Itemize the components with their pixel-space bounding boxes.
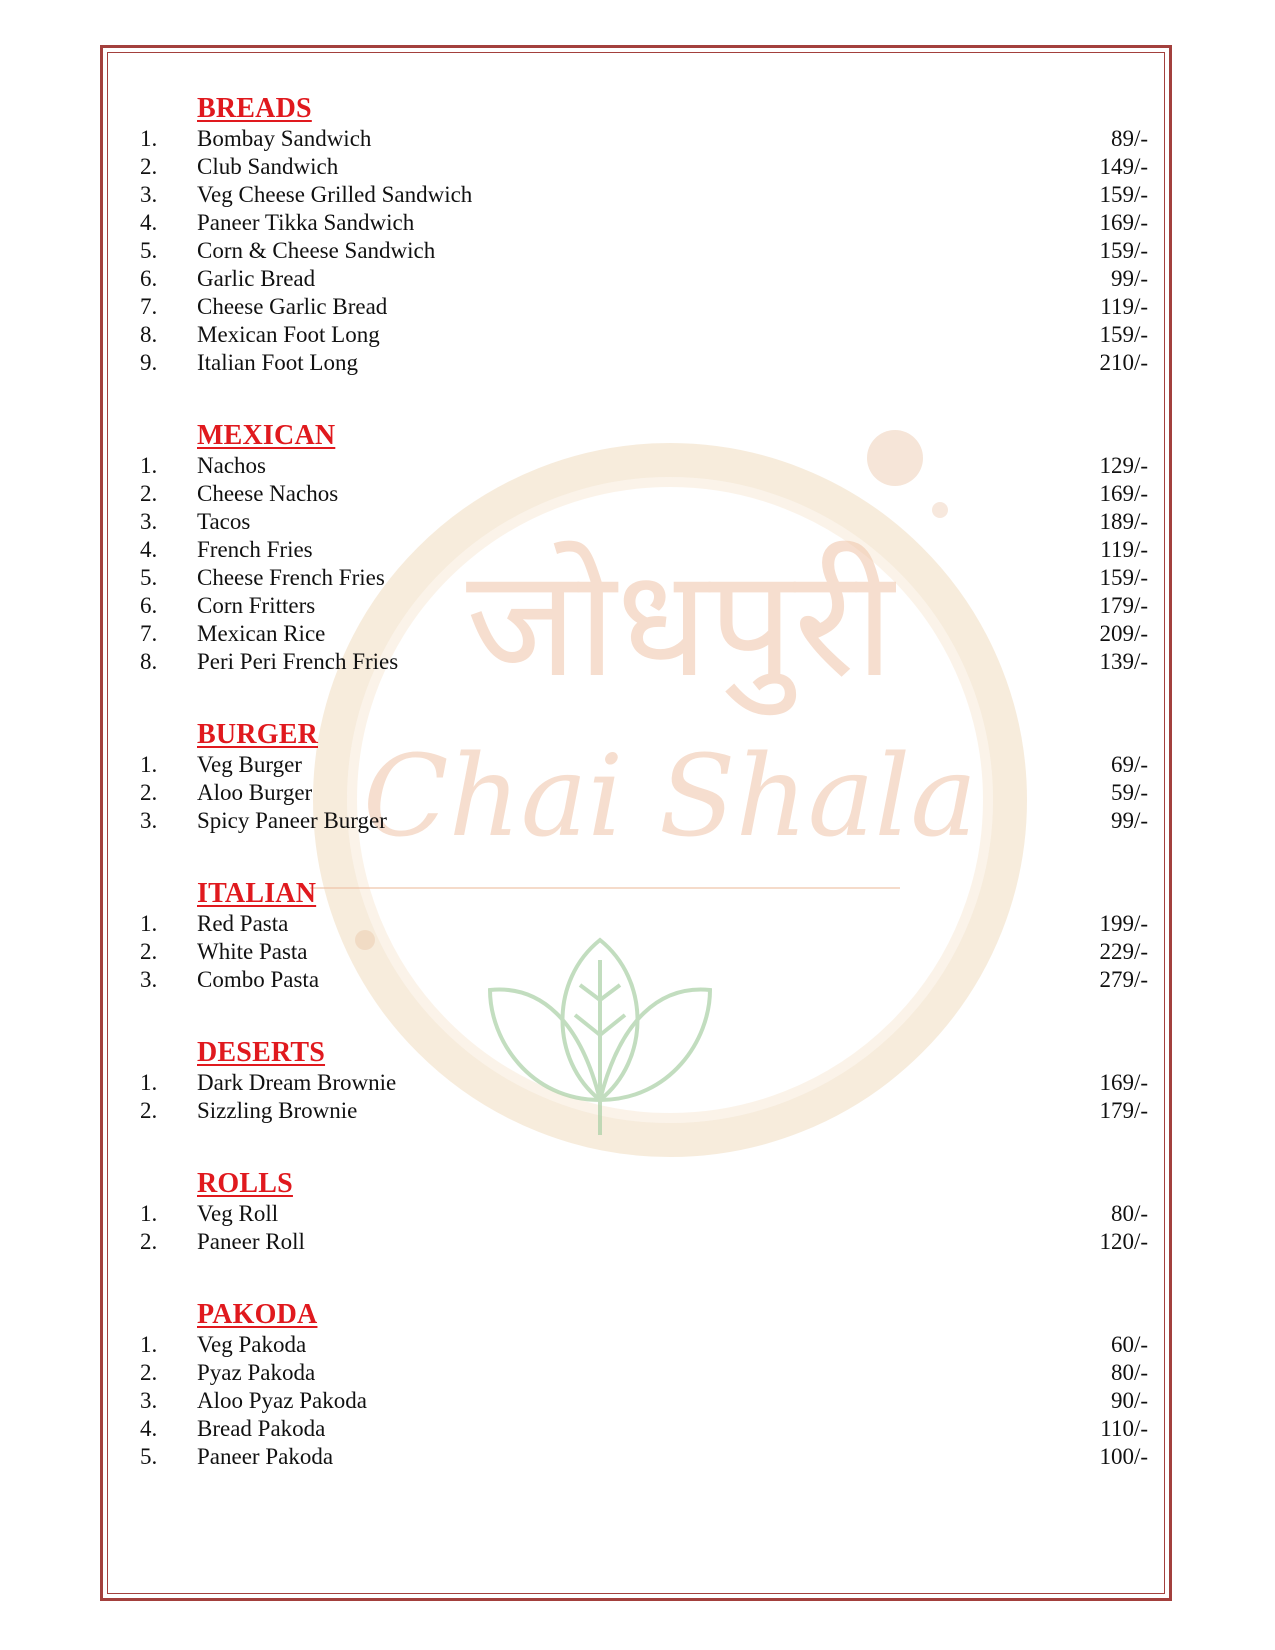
item-price: 149/-: [1099, 154, 1148, 179]
item-name: Club Sandwich: [197, 154, 339, 179]
section-title-mexican: MEXICAN: [197, 420, 336, 451]
item-name: Peri Peri French Fries: [197, 649, 399, 674]
item-number: 8.: [140, 649, 158, 674]
item-price: 179/-: [1099, 1098, 1148, 1123]
item-number: 4.: [140, 1416, 158, 1441]
menu-item: [0, 236, 1275, 265]
item-number: 1.: [140, 752, 158, 777]
item-price: 139/-: [1099, 649, 1148, 674]
section-title-italian: ITALIAN: [197, 878, 317, 909]
item-price: 110/-: [1100, 1416, 1148, 1441]
item-price: 179/-: [1099, 593, 1148, 618]
item-name: Corn Fritters: [197, 593, 316, 618]
menu-item: [0, 1442, 1275, 1471]
item-name: White Pasta: [197, 939, 308, 964]
menu-item: [0, 479, 1275, 508]
item-number: 6.: [140, 593, 158, 618]
menu-item: [0, 778, 1275, 807]
item-number: 8.: [140, 322, 158, 347]
menu-item: [0, 937, 1275, 966]
item-name: Paneer Pakoda: [197, 1444, 334, 1469]
menu-item: [0, 1199, 1275, 1228]
watermark-script-text: जोधपुरी: [466, 537, 894, 711]
menu-item: [0, 1068, 1275, 1097]
item-name: Sizzling Brownie: [197, 1098, 358, 1123]
item-price: 120/-: [1099, 1229, 1148, 1254]
item-number: 3.: [140, 509, 158, 534]
item-name: Aloo Pyaz Pakoda: [197, 1388, 367, 1413]
item-price: 80/-: [1110, 1360, 1148, 1385]
section-title-pakoda: PAKODA: [197, 1299, 318, 1330]
watermark-brand-text: Chai Shala: [362, 732, 978, 862]
item-price: 90/-: [1110, 1388, 1148, 1413]
item-name: Tacos: [197, 509, 251, 534]
item-number: 3.: [140, 1388, 158, 1413]
item-name: Veg Pakoda: [197, 1332, 307, 1357]
item-number: 1.: [140, 453, 158, 478]
item-price: 119/-: [1100, 537, 1148, 562]
item-price: 60/-: [1110, 1332, 1148, 1357]
item-number: 4.: [140, 537, 158, 562]
item-price: 159/-: [1099, 238, 1148, 263]
item-price: 99/-: [1110, 808, 1148, 833]
item-price: 80/-: [1110, 1201, 1148, 1226]
item-price: 119/-: [1100, 294, 1148, 319]
item-number: 5.: [140, 565, 158, 590]
menu-item: [0, 320, 1275, 349]
item-price: 99/-: [1110, 266, 1148, 291]
item-price: 69/-: [1110, 752, 1148, 777]
item-number: 7.: [140, 294, 158, 319]
item-name: Veg Burger: [197, 752, 302, 777]
item-number: 4.: [140, 210, 158, 235]
menu-item: [0, 563, 1275, 592]
menu-item: [0, 591, 1275, 620]
item-number: 2.: [140, 1098, 158, 1123]
item-price: 209/-: [1099, 621, 1148, 646]
item-name: Mexican Foot Long: [197, 322, 380, 347]
item-name: Aloo Burger: [197, 780, 313, 805]
item-name: Pyaz Pakoda: [197, 1360, 316, 1385]
item-number: 2.: [140, 939, 158, 964]
item-name: Cheese French Fries: [197, 565, 385, 590]
menu-item: [0, 124, 1275, 153]
item-price: 199/-: [1099, 911, 1148, 936]
menu-item: [0, 1386, 1275, 1415]
menu-item: [0, 152, 1275, 181]
item-name: French Fries: [197, 537, 313, 562]
menu-item: [0, 292, 1275, 321]
section-title-breads: BREADS: [197, 93, 312, 124]
menu-item: [0, 348, 1275, 377]
item-price: 159/-: [1099, 565, 1148, 590]
item-price: 169/-: [1099, 481, 1148, 506]
menu-item: [0, 1227, 1275, 1256]
item-price: 59/-: [1110, 780, 1148, 805]
item-price: 189/-: [1099, 509, 1148, 534]
item-price: 279/-: [1099, 967, 1148, 992]
item-name: Combo Pasta: [197, 967, 320, 992]
item-price: 169/-: [1099, 1070, 1148, 1095]
menu-item: [0, 1330, 1275, 1359]
menu-item: [0, 909, 1275, 938]
menu-item: [0, 180, 1275, 209]
menu-item: [0, 208, 1275, 237]
item-name: Cheese Nachos: [197, 481, 339, 506]
menu-item: [0, 965, 1275, 994]
item-name: Bombay Sandwich: [197, 126, 372, 151]
item-number: 9.: [140, 350, 158, 375]
item-price: 229/-: [1099, 939, 1148, 964]
item-number: 1.: [140, 911, 158, 936]
item-name: Garlic Bread: [197, 266, 316, 291]
item-name: Mexican Rice: [197, 621, 326, 646]
item-number: 5.: [140, 238, 158, 263]
item-name: Paneer Roll: [197, 1229, 305, 1254]
item-number: 7.: [140, 621, 158, 646]
item-name: Nachos: [197, 453, 266, 478]
item-name: Red Pasta: [197, 911, 289, 936]
item-number: 3.: [140, 182, 158, 207]
section-title-burger: BURGER: [197, 719, 318, 750]
item-name: Paneer Tikka Sandwich: [197, 210, 415, 235]
section-title-rolls: ROLLS: [197, 1168, 293, 1199]
item-name: Italian Foot Long: [197, 350, 358, 375]
item-name: Spicy Paneer Burger: [197, 808, 387, 833]
item-name: Veg Roll: [197, 1201, 279, 1226]
menu-item: [0, 619, 1275, 648]
menu-item: [0, 1096, 1275, 1125]
item-price: 129/-: [1099, 453, 1148, 478]
item-number: 1.: [140, 1070, 158, 1095]
section-title-deserts: DESERTS: [197, 1037, 326, 1068]
item-number: 2.: [140, 1360, 158, 1385]
item-number: 2.: [140, 154, 158, 179]
item-number: 2.: [140, 1229, 158, 1254]
item-number: 2.: [140, 481, 158, 506]
item-number: 1.: [140, 1332, 158, 1357]
item-price: 100/-: [1099, 1444, 1148, 1469]
menu-item: [0, 451, 1275, 480]
item-price: 159/-: [1099, 182, 1148, 207]
menu-item: [0, 1414, 1275, 1443]
item-number: 3.: [140, 967, 158, 992]
menu-item: [0, 750, 1275, 779]
item-number: 6.: [140, 266, 158, 291]
menu-item: [0, 535, 1275, 564]
menu-item: [0, 647, 1275, 676]
item-price: 169/-: [1099, 210, 1148, 235]
item-number: 3.: [140, 808, 158, 833]
item-name: Dark Dream Brownie: [197, 1070, 397, 1095]
menu-item: [0, 806, 1275, 835]
item-number: 1.: [140, 1201, 158, 1226]
menu-item: [0, 1358, 1275, 1387]
item-name: Veg Cheese Grilled Sandwich: [197, 182, 473, 207]
item-name: Cheese Garlic Bread: [197, 294, 388, 319]
item-price: 89/-: [1110, 126, 1148, 151]
menu-item: [0, 507, 1275, 536]
item-name: Corn & Cheese Sandwich: [197, 238, 436, 263]
item-number: 2.: [140, 780, 158, 805]
menu-item: [0, 264, 1275, 293]
item-name: Bread Pakoda: [197, 1416, 326, 1441]
item-price: 159/-: [1099, 322, 1148, 347]
item-number: 1.: [140, 126, 158, 151]
item-price: 210/-: [1099, 350, 1148, 375]
item-number: 5.: [140, 1444, 158, 1469]
